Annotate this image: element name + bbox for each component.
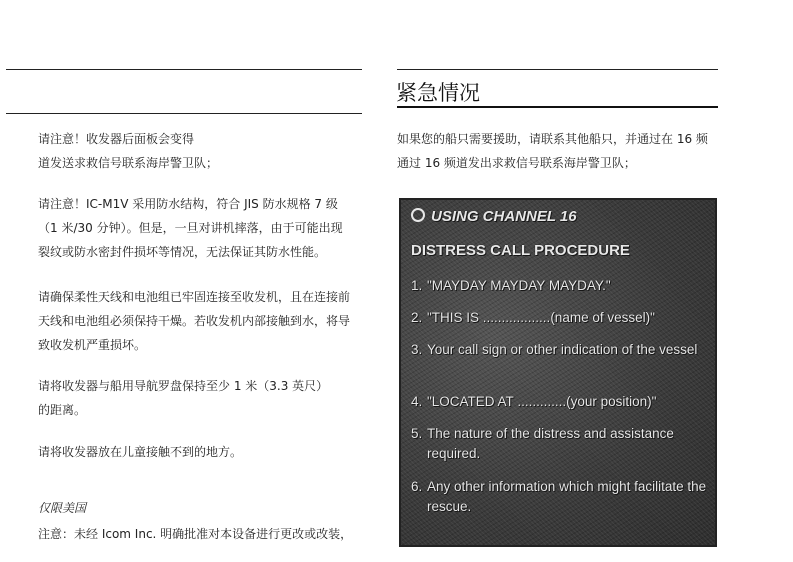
left-mid-rule [6, 113, 362, 114]
procedure-step: 6. Any other information which might facilitate the rescue. [411, 479, 707, 514]
text-line: 请将收发器与船用导航罗盘保持至少 1 米（3.3 英尺） [38, 379, 329, 393]
left-top-rule [6, 69, 362, 70]
warning-rear-panel [38, 127, 368, 175]
procedure-heading: DISTRESS CALL PROCEDURE [411, 242, 630, 259]
text-line: 天线和电池组必须保持干燥。若收发机内部接触到水，将导 [38, 314, 351, 328]
procedure-step: 4. "LOCATED AT .............(your position)" [411, 394, 657, 409]
section-title: 紧急情况 [396, 81, 480, 105]
text-line: 的距离。 [38, 403, 87, 417]
text-line: （1 米/30 分钟）。但是，一旦对讲机摔落，由于可能出现 [38, 221, 343, 235]
procedure-step: 2. "THIS IS ..................(name of vessel)" [411, 310, 655, 325]
right-top-rule [397, 69, 718, 70]
warning-antenna-battery [38, 285, 368, 357]
text-line: 道发送求救信号联系海岸警卫队； [38, 156, 219, 170]
text-line: 请将收发器放在儿童接触不到的地方。 [38, 445, 243, 459]
warning-waterproof [38, 192, 368, 264]
text-line: 通过 16 频道发出求救信号联系海岸警卫队； [397, 156, 636, 170]
procedure-step: 1. "MAYDAY MAYDAY MAYDAY." [411, 278, 611, 293]
ring-icon [411, 208, 425, 222]
text-line: 请确保柔性天线和电池组已牢固连接至收发机，且在连接前 [38, 290, 351, 304]
text-line: 请注意！收发器后面板会变得 [38, 132, 195, 146]
distress-procedure-placard [399, 198, 717, 547]
text-line: 致收发机严重损坏。 [38, 338, 147, 352]
fcc-notice: 注意：未经 Icom Inc. 明确批准对本设备进行更改或改装， [38, 527, 353, 541]
warning-compass-distance [38, 374, 368, 422]
procedure-step: 3. Your call sign or other indication of the vessel [411, 342, 698, 357]
warning-children [38, 440, 368, 464]
procedure-step: 5. The nature of the distress and assistance required. [411, 426, 674, 461]
us-only-label: 仅限美国 [38, 501, 87, 515]
channel-heading: USING CHANNEL 16 [411, 208, 577, 225]
text-line: 如果您的船只需要援助，请联系其他船只，并通过在 16 频 [397, 132, 708, 146]
text-line: 请注意！IC-M1V 采用防水结构，符合 JIS 防水规格 7 级 [38, 197, 338, 211]
emergency-intro [397, 127, 727, 175]
text-line: 裂纹或防水密封件损坏等情况，无法保证其防水性能。 [38, 245, 327, 259]
